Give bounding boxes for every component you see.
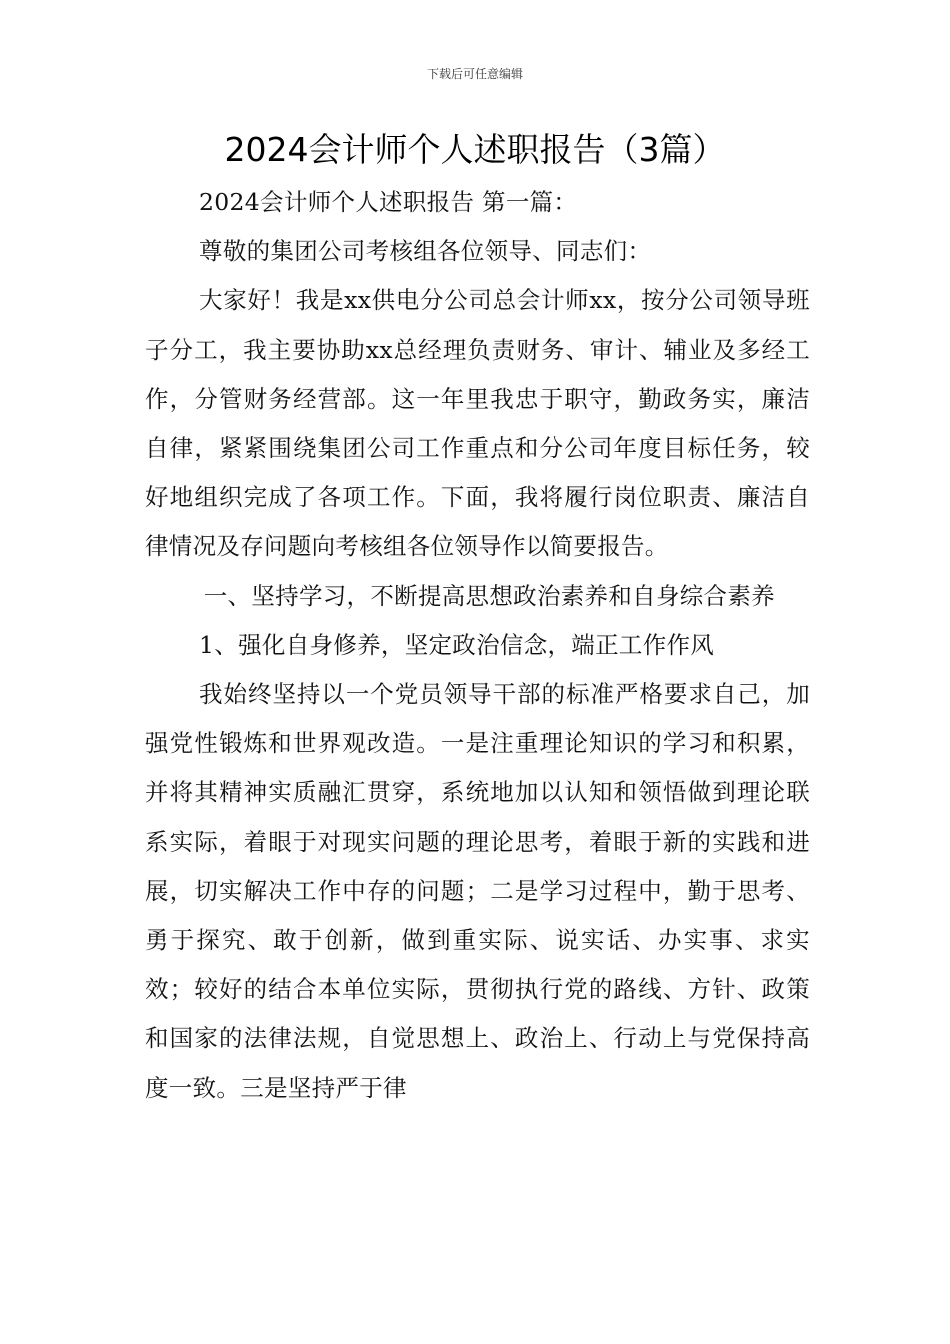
- document-body: [145, 178, 810, 1113]
- subsection-heading-1: 1、强化自身修养，坚定政治信念，端正工作作风: [199, 630, 715, 659]
- salutation: 尊敬的集团公司考核组各位领导、同志们：: [199, 237, 652, 266]
- document-title: 2024会计师个人述职报告（3篇）: [224, 130, 726, 169]
- body-paragraph: 我始终坚持以一个党员领导干部的标准严格要求自己，加强党性锻炼和世界观改造。一是注重理论知识的学习和积累，并将其精神实质融汇贯穿，系统地加以认知和领悟做到理论联系实际，着眼于对现实问题的理论思考，着眼于新的实践和进展，切实解决工作中存的问题；二是学习过程中，勤于思考、勇于探究、敢于创新，做到重实际、说实话、办实事、求实效；较好的结合本单位实际，贯彻执行党的路线、方针、政策和国家的法律法规，自觉思想上、政治上、行动上与党保持高度一致。三是坚持严于律: [145, 680, 810, 1102]
- section-heading-1: 一、坚持学习，不断提高思想政治素养和自身综合素养: [203, 581, 775, 610]
- page-header-note: 下载后可任意编辑: [426, 67, 523, 81]
- intro-paragraph: 大家好！我是xx供电分公司总会计师xx，按分公司领导班子分工，我主要协助xx总经理负责财务、审计、辅业及多经工作，分管财务经营部。这一年里我忠于职守，勤政务实，廉洁自律，紧紧围绕集团公司工作重点和分公司年度目标任务，较好地组织完成了各项工作。下面，我将履行岗位职责、廉洁自律情况及存问题向考核组各位领导作以简要报告。: [145, 286, 810, 561]
- section-subtitle: 2024会计师个人述职报告 第一篇：: [199, 188, 578, 216]
